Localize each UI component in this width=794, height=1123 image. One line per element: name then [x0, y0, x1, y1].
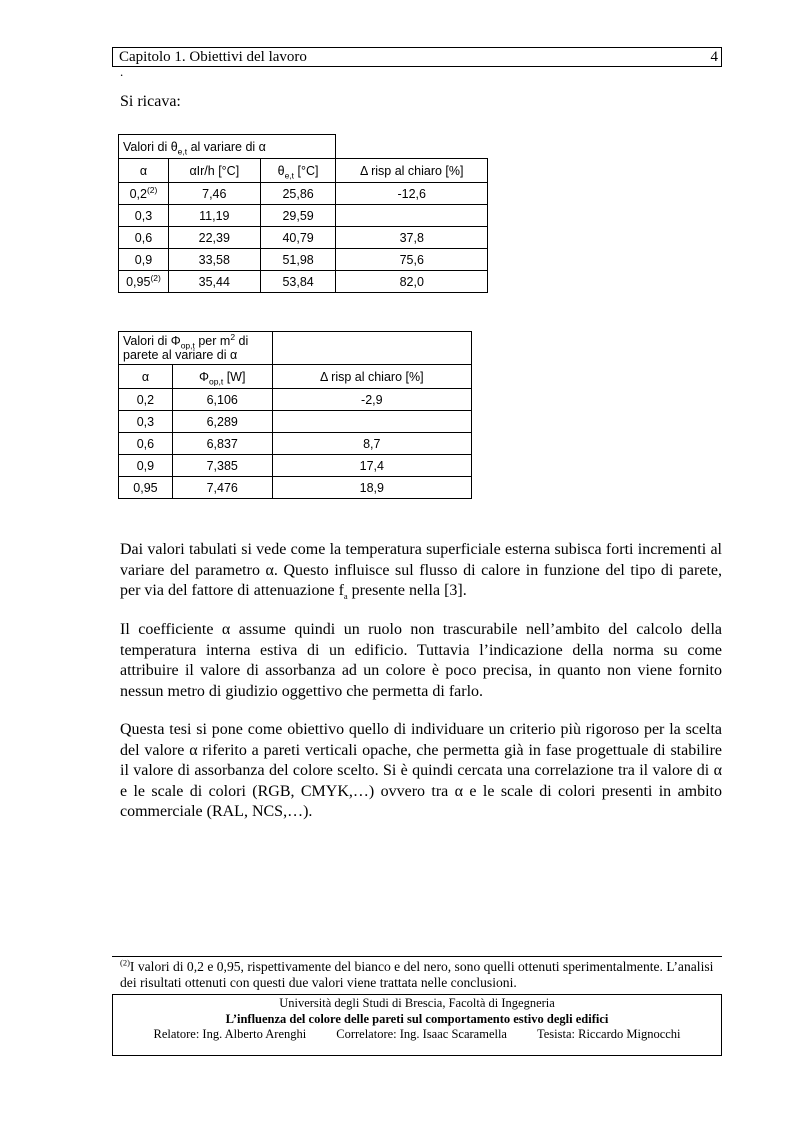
paragraph-3: Questa tesi si pone come obiettivo quello di individuare un criterio più rigoroso per la scelta del valore α riferito a pareti verticali opache, che permetta già in fase progettuale di stabilire il valore di assorbanza del colore scelto. Si è quindi cercata una correlazione tra il valore di α e le scale di colori (RGB, CMYK,…) ovvero tra α e le scale di colori presenti in ambito commerciale (RAL, NCS,…).	[120, 721, 722, 820]
paragraph-1: Dai valori tabulati si vede come la temperatura superficiale esterna subisca forti incrementi al variare del parametro α. Questo influisce sul flusso di calore in funzione del tipo di parete, per via del fattore di attenuazione $f_a$ presente nella [3].	[120, 541, 722, 602]
table-row: 0,3 11,19 29,59	[119, 205, 488, 227]
footnote: $^{(2)}$I valori di 0,2 e 0,95, rispettivamente del bianco e del nero, sono quelli ottenuti sperimentalmente. L’analisi dei risultati ottenuti con questi due valori viene trattata nelle conclusioni.	[120, 957, 714, 990]
footer-relatore: Relatore: Ing. Alberto Arenghi	[153, 1027, 307, 1041]
header-delta: Δ risp al chiaro [%]	[336, 159, 488, 183]
table-row: 0,2$^{(2)}$ 7,46 25,86 -12,6	[119, 183, 488, 205]
stray-dot: .	[120, 64, 124, 79]
table-row: 0,9 7,385 17,4	[119, 455, 472, 477]
table-row: 0,3 6,289	[119, 411, 472, 433]
theta-table-caption: Valori di $\theta_{e,t}$ al variare di α	[119, 135, 336, 159]
phi-table	[118, 331, 472, 499]
header-phi: $\Phi_{op,t}$ [W]	[172, 365, 272, 389]
table-row: 0,95 7,476 18,9	[119, 477, 472, 499]
footer-tesista: Tesista: Riccardo Mignocchi	[536, 1027, 681, 1041]
phi-table-caption: Valori di $\Phi_{op,t}$ per $m^2$ di parete al variare di α	[119, 332, 273, 365]
running-header	[112, 47, 722, 67]
table-row: 0,95$^{(2)}$ 35,44 53,84 82,0	[119, 271, 488, 293]
phi-table-header	[119, 365, 472, 389]
theta-table-header	[119, 159, 488, 183]
header-ratio: αIr/h [°C]	[168, 159, 260, 183]
paragraph-2: Il coefficiente α assume quindi un ruolo non trascurabile nell’ambito del calcolo della temperatura interna estiva di un edificio. Tuttavia l’indicazione della norma su come attribuire il valore di assorbanza ad un colore è poco precisa, in quanto non viene fornito nessun metro di giudizio oggettivo che permetta di farlo.	[120, 621, 722, 700]
table-row: 0,9 33,58 51,98 75,6	[119, 249, 488, 271]
footnote-rule	[112, 956, 722, 957]
page-number: 4	[710, 49, 718, 65]
intro-text: Si ricava:	[120, 93, 181, 110]
page-footer	[112, 994, 722, 1056]
footer-correlatore: Correlatore: Ing. Isaac Scaramella	[336, 1027, 507, 1041]
header-delta: Δ risp al chiaro [%]	[272, 365, 471, 389]
table-row: 0,2 6,106 -2,9	[119, 389, 472, 411]
header-alpha: α	[119, 159, 169, 183]
header-alpha: α	[119, 365, 173, 389]
chapter-title: Capitolo 1. Obiettivi del lavoro	[119, 49, 307, 65]
footer-university: Università degli Studi di Brescia, Facoltà di Ingegneria	[279, 996, 555, 1010]
footer-thesis-title: L’influenza del colore delle pareti sul comportamento estivo degli edifici	[225, 1011, 609, 1026]
table-row: 0,6 22,39 40,79 37,8	[119, 227, 488, 249]
header-theta: $\theta_{e,t}$ [°C]	[260, 159, 336, 183]
theta-table	[118, 134, 488, 293]
table-row: 0,6 6,837 8,7	[119, 433, 472, 455]
